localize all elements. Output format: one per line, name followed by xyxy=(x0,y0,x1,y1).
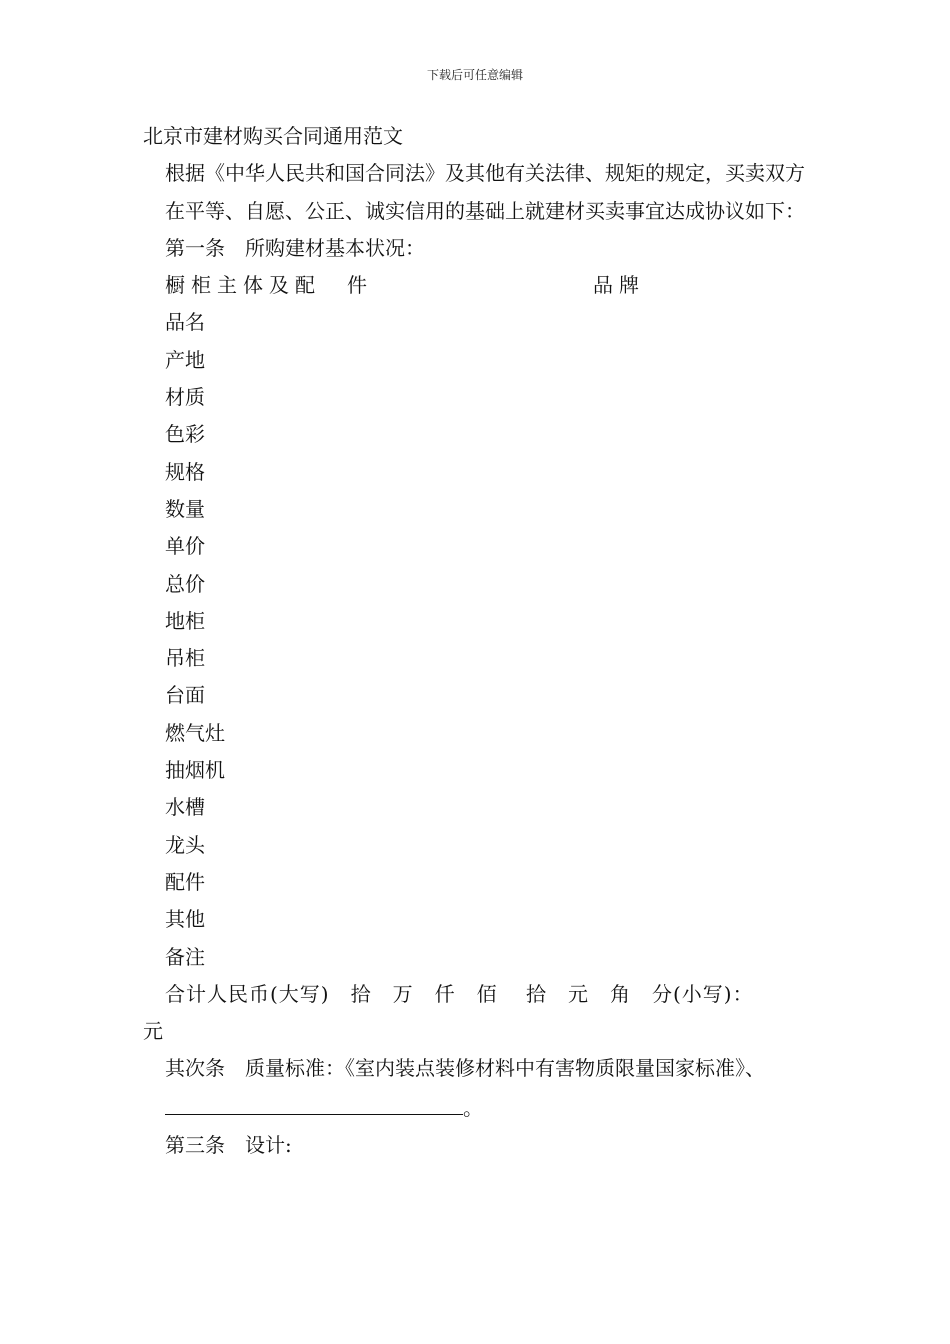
fill-in-blank[interactable] xyxy=(165,1088,463,1115)
contract-document xyxy=(143,118,813,1164)
list-item: 材质 xyxy=(165,385,205,410)
list-item: 规格 xyxy=(165,459,205,484)
list-item: 其他 xyxy=(165,907,205,932)
list-item: 单价 xyxy=(165,534,205,559)
table-header-left: 橱柜主体及配 件 xyxy=(165,273,373,298)
list-item: 地柜 xyxy=(165,608,205,633)
document-title: 北京市建材购买合同通用范文 xyxy=(143,124,403,148)
intro-paragraph: 根据《中华人民共和国合同法》及其他有关法律、规矩的规定，买卖双方在平等、自愿、公正、诚实信用的基础上就建材买卖事宜达成协议如下： xyxy=(165,161,805,223)
total-amount-line: 合计人民币(大写) 拾 万 仟 佰 拾 元 角 分(小写)： xyxy=(165,981,754,1006)
list-item: 产地 xyxy=(165,347,205,372)
list-item: 吊柜 xyxy=(165,646,205,671)
article-1-heading: 第一条 所购建材基本状况： xyxy=(165,235,425,260)
list-item: 数量 xyxy=(165,496,205,521)
article-2-end: 。 xyxy=(463,1095,483,1120)
list-item: 色彩 xyxy=(165,422,205,447)
list-item: 台面 xyxy=(165,683,205,708)
item-list xyxy=(143,304,813,975)
list-item: 水槽 xyxy=(165,795,205,820)
table-header-row xyxy=(143,267,813,304)
article-2-paragraph xyxy=(143,1050,813,1127)
list-item: 品名 xyxy=(165,310,205,335)
total-amount-unit: 元 xyxy=(143,1019,163,1044)
list-item: 抽烟机 xyxy=(165,758,225,783)
list-item: 总价 xyxy=(165,571,205,596)
article-3-heading: 第三条 设计: xyxy=(165,1133,292,1158)
list-item: 配件 xyxy=(165,869,205,894)
article-2-text: 其次条 质量标准：《室内装点装修材料中有害物质限量国家标准》、 xyxy=(165,1056,765,1081)
table-header-right: 品牌 xyxy=(593,273,645,298)
list-item: 燃气灶 xyxy=(165,720,225,745)
page-header-note: 下载后可任意编辑 xyxy=(426,68,523,82)
list-item: 备注 xyxy=(165,944,205,969)
list-item: 龙头 xyxy=(165,832,205,857)
